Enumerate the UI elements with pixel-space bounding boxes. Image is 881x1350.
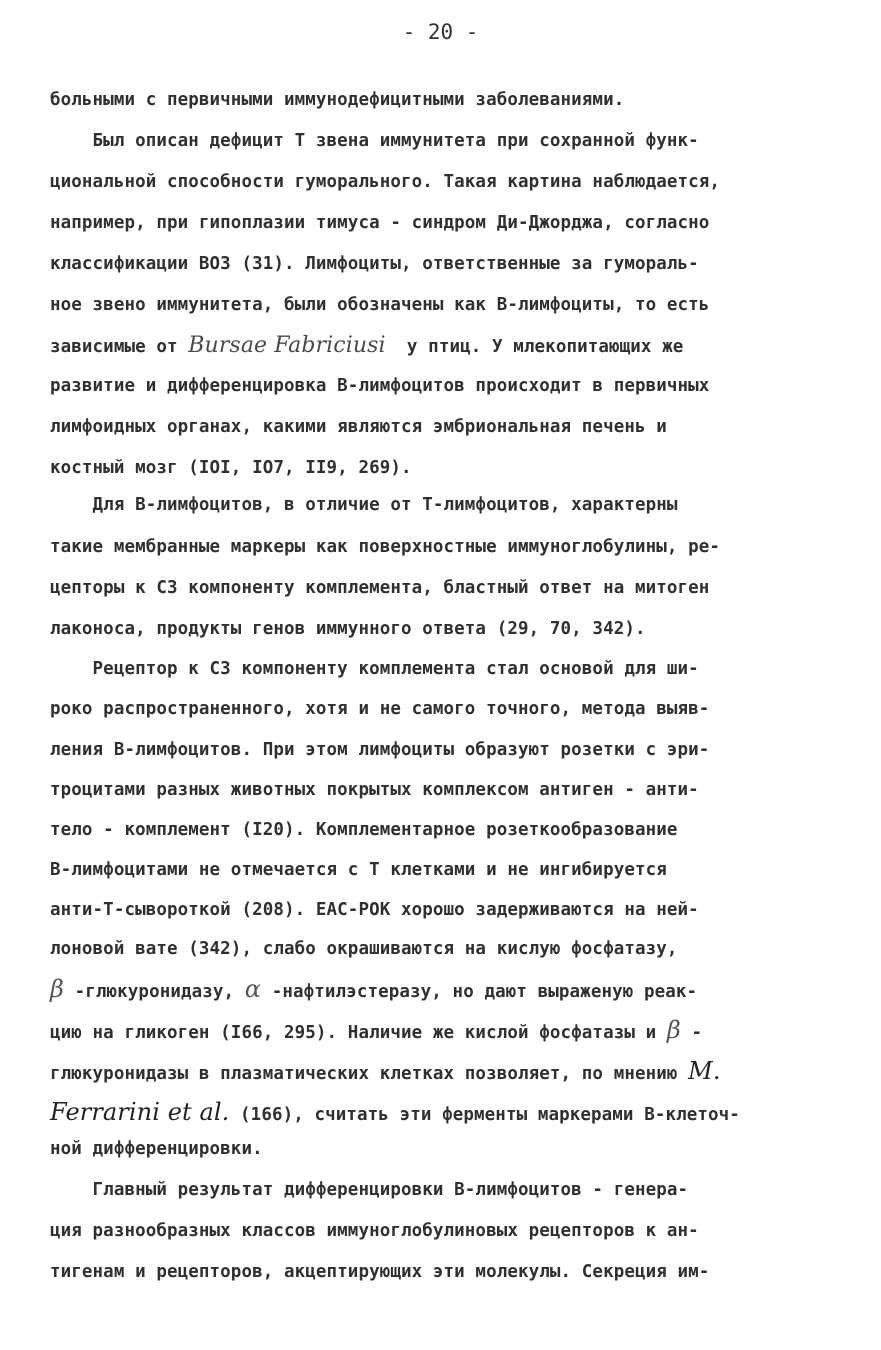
text-line: например, при гипоплазии тимуса - синдром Ди-Джорджа, согласно xyxy=(50,213,710,233)
text-fragment: цию на гликоген (I66, 295). Наличие же кислой фосфатазы и xyxy=(50,1023,667,1043)
alpha-symbol: α xyxy=(244,975,262,1003)
text-fragment: глюкуронидазы в плазматических клетках позволяет, по мнению xyxy=(50,1064,689,1084)
text-fragment: -глюкуронидазу, xyxy=(63,982,245,1002)
text-line-greek-symbols xyxy=(50,975,697,1003)
beta-symbol: β xyxy=(50,975,64,1003)
text-line: лимфоидных органах, какими являются эмбриональная печень и xyxy=(50,417,667,437)
text-line: Главный результат дифференцировки В-лимфоцитов - генера- xyxy=(50,1180,689,1200)
handwritten-latin-term: Bursae Fabriciusi xyxy=(188,333,386,358)
text-line: ления В-лимфоцитов. При этом лимфоциты образуют розетки с эри- xyxy=(50,740,710,760)
text-line: троцитами разных животных покрытых комплексом антиген - анти- xyxy=(50,780,699,800)
text-line: такие мембранные маркеры как поверхностные иммуноглобулины, ре- xyxy=(50,537,721,557)
text-line: классификации ВОЗ (31). Лимфоциты, ответственные за гумораль- xyxy=(50,254,699,274)
text-line-author xyxy=(50,1098,740,1126)
text-line: В-лимфоцитами не отмечается с Т клетками и не ингибируется xyxy=(50,860,667,880)
text-line-handwritten-insert xyxy=(50,333,683,358)
text-line: циональной способности гуморального. Такая картина наблюдается, xyxy=(50,172,721,192)
text-line: Для В-лимфоцитов, в отличие от Т-лимфоцитов, характерны xyxy=(50,495,678,515)
text-line: цепторы к С3 компоненту комплемента, бластный ответ на митоген xyxy=(50,578,710,598)
text-line: костный мозг (IOI, IO7, II9, 269). xyxy=(50,458,412,478)
text-line: тигенам и рецепторов, акцептирующих эти молекулы. Секреция им- xyxy=(50,1262,710,1282)
text-line: тело - комплемент (I20). Комплементарное розеткообразование xyxy=(50,820,678,840)
handwritten-author-name: Ferrarini et al. xyxy=(50,1098,230,1126)
text-line: ция разнообразных классов иммуноглобулиновых рецепторов к ан- xyxy=(50,1221,699,1241)
text-line: роко распространенного, хотя и не самого точного, метода выяв- xyxy=(50,699,710,719)
text-line: лаконоса, продукты генов иммунного ответа (29, 70, 342). xyxy=(50,619,646,639)
text-fragment: - xyxy=(680,1023,703,1043)
text-line: Рецептор к С3 компоненту комплемента стал основой для ши- xyxy=(50,659,699,679)
text-line: Был описан дефицит Т звена иммунитета при сохранной функ- xyxy=(50,131,699,151)
handwritten-author-initial: M. xyxy=(688,1057,721,1085)
text-fragment: -нафтилэстеразу, но дают выраженую реак- xyxy=(261,982,698,1002)
text-line: ное звено иммунитета, были обозначены как В-лимфоциты, то есть xyxy=(50,295,710,315)
text-line: развитие и дифференцировка В-лимфоцитов происходит в первичных xyxy=(50,376,710,396)
text-line-author xyxy=(50,1057,721,1085)
text-line: анти-Т-сывороткой (208). ЕАС-РОК хорошо задерживаются на ней- xyxy=(50,900,699,920)
page-number: - 20 - xyxy=(402,20,479,44)
text-line: больными с первичными иммунодефицитными заболеваниями. xyxy=(50,90,625,110)
beta-symbol: β xyxy=(666,1016,681,1044)
text-fragment: (166), считать эти ферменты маркерами В-клеточ- xyxy=(229,1105,740,1125)
text-fragment: зависимые от xyxy=(50,337,189,357)
text-line: лоновой вате (342), слабо окрашиваются на кислую фосфатазу, xyxy=(50,939,678,959)
text-line-greek-symbol xyxy=(50,1016,702,1044)
text-line: ной дифференцировки. xyxy=(50,1139,263,1159)
text-fragment: у птиц. У млекопитающих же xyxy=(385,337,684,357)
